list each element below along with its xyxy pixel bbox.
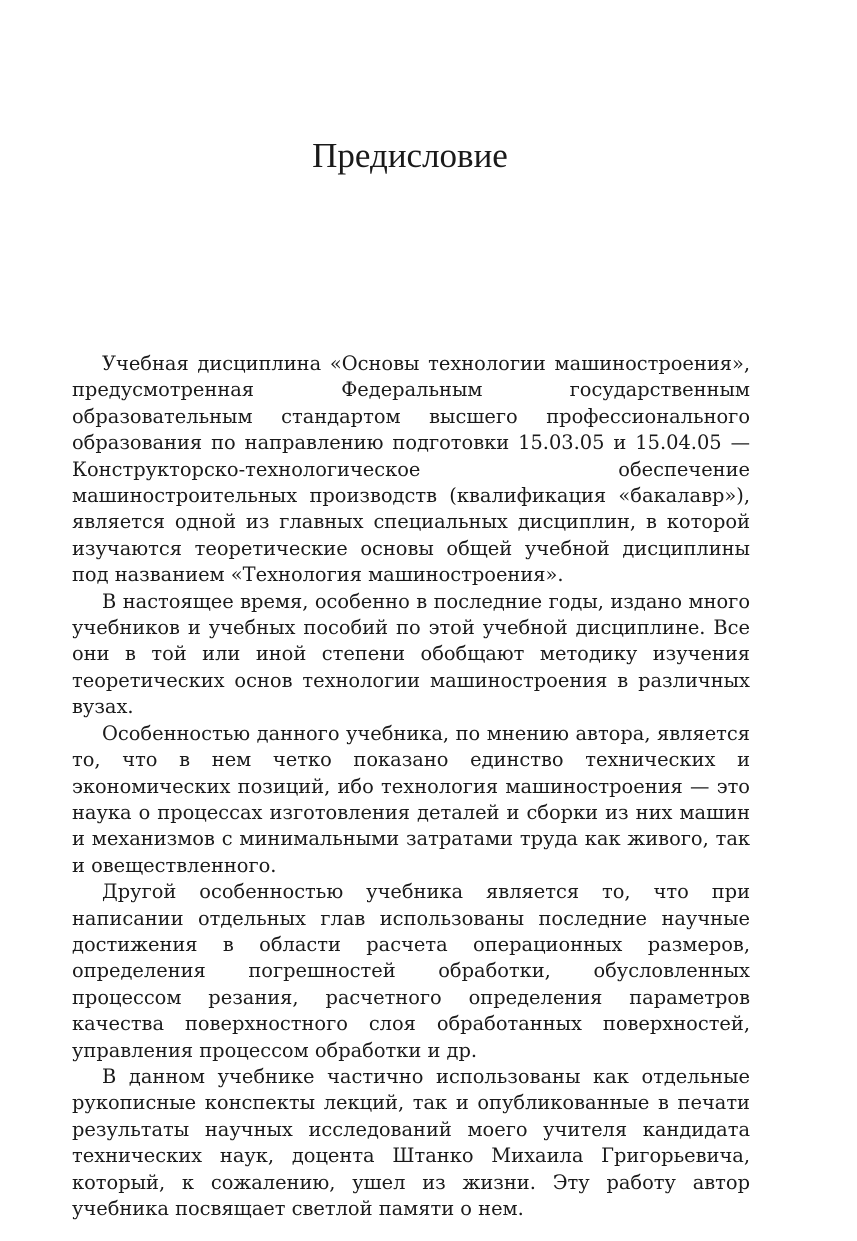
paragraph: Особенностью данного учебника, по мнению автора, является то, что в нем четко показано единство технических и экономических позиций, ибо технология машиностроения — это наука о процессах изготовления деталей и сборки из них машин и механизмов с минимальными затратами труда как живого, так и овеществленного. xyxy=(72,721,750,877)
paragraph: Учебная дисциплина «Основы технологии машиностроения», предусмотренная Федеральным государственным образовательным стандартом высшего профессионального образования по направлению подготовки 15.03.05 и 15.04.05 — Конструкторско-технологическое обеспечение машиностроительных производств (квалификация «бакалавр»), является одной из главных специальных дисциплин, в которой изучаются теоретические основы общей учебной дисциплины под названием «Технология машиностроения». xyxy=(72,352,750,587)
preface-text xyxy=(72,351,750,1222)
paragraph: В настоящее время, особенно в последние годы, издано много учебников и учебных пособий по этой учебной дисциплине. Все они в той или иной степени обобщают методику изучения теоретических основ технологии машиностроения в различных вузах. xyxy=(72,589,750,719)
paragraph: В данном учебнике частично использованы как отдельные рукописные конспекты лекций, так и опубликованные в печати результаты научных исследований моего учителя кандидата технических наук, доцента Штанко Михаила Григорьевича, который, к сожалению, ушел из жизни. Эту работу автор учебника посвящает светлой памяти о нем. xyxy=(72,1064,750,1220)
page-title: Предисловие xyxy=(312,136,508,175)
paragraph: Другой особенностью учебника является то, что при написании отдельных глав использованы последние научные достижения в области расчета операционных размеров, определения погрешностей обработки, обусловленных процессом резания, расчетного определения параметров качества поверхностного слоя обработанных поверхностей, управления процессом обработки и др. xyxy=(72,880,750,1062)
